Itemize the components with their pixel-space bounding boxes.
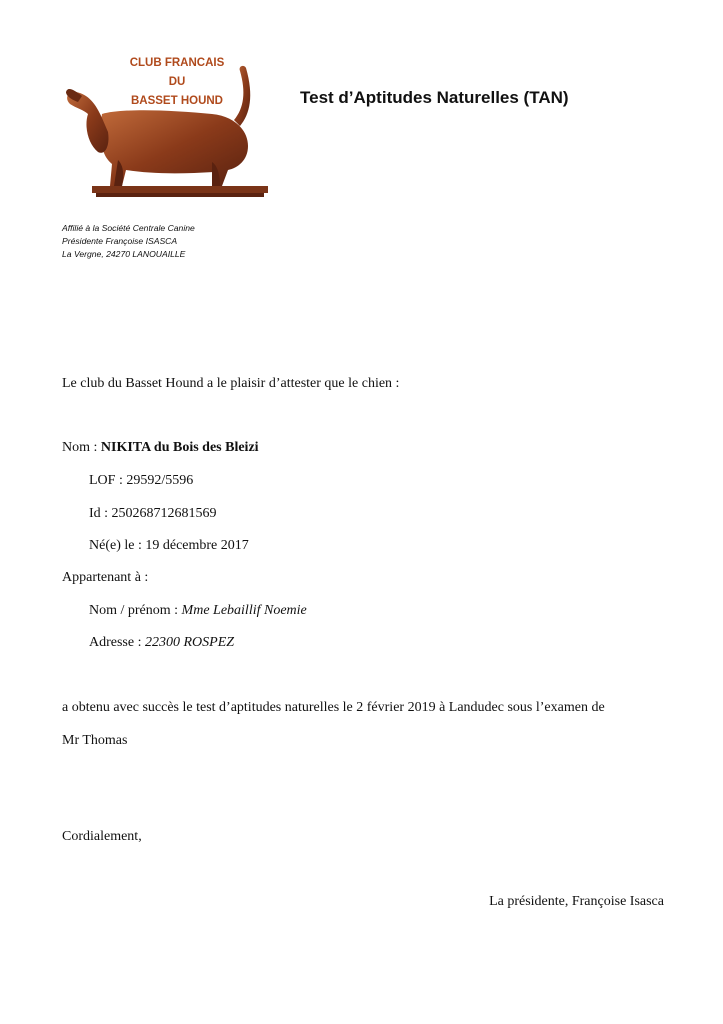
owner-name-label: Nom / prénom : xyxy=(89,603,179,618)
birth-date: Né(e) le : 19 décembre 2017 xyxy=(89,538,249,553)
closing: Cordialement, xyxy=(62,829,142,844)
id-number: Id : 250268712681569 xyxy=(89,506,217,521)
owner-name-row xyxy=(89,603,307,619)
dog-name: NIKITA du Bois des Bleizi xyxy=(100,440,259,455)
owner-name: Mme Lebaillif Noemie xyxy=(181,603,307,618)
logo-line: CLUB FRANCAIS xyxy=(129,57,225,69)
affiliation-line: Affilié à la Société Centrale Canine xyxy=(62,223,195,233)
address-line: La Vergne, 24270 LANOUAILLE xyxy=(62,249,186,259)
lof-number: LOF : 29592/5596 xyxy=(89,473,194,488)
intro-text: Le club du Basset Hound a le plaisir d’attester que le chien : xyxy=(62,376,400,391)
result-line-2: Mr Thomas xyxy=(62,733,128,748)
club-logo xyxy=(62,44,272,202)
name-label: Nom : xyxy=(62,440,98,455)
document-title: Test d’Aptitudes Naturelles (TAN) xyxy=(300,88,569,107)
owner-heading: Appartenant à : xyxy=(62,570,149,585)
logo-line: BASSET HOUND xyxy=(130,95,223,107)
owner-address-row xyxy=(89,635,234,651)
logo-line: DU xyxy=(168,76,186,88)
result-line-1: a obtenu avec succès le test d’aptitudes naturelles le 2 février 2019 à Landudec sous l’examen de xyxy=(62,700,605,715)
logo-text xyxy=(122,54,232,111)
owner-address: 22300 ROSPEZ xyxy=(145,635,235,650)
affiliation-block xyxy=(62,222,195,261)
dog-name-row xyxy=(62,440,259,456)
signature: La présidente, Françoise Isasca xyxy=(489,894,664,909)
address-label: Adresse : xyxy=(89,635,142,650)
president-line: Présidente Françoise ISASCA xyxy=(62,236,178,246)
